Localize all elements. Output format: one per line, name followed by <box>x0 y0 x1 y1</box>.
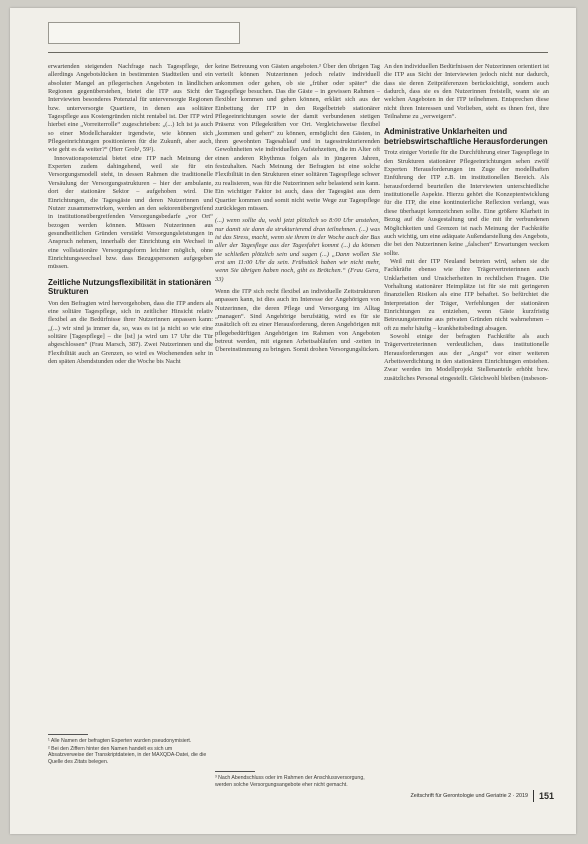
paragraph: erwartenden steigenden Nachfrage nach Tagespflege, der allerdings Angebotslücken in bestimmten Stadtteilen und ein absoluter Mangel an pflegerischen Angeboten in ländlichen Regionen gegenüberstehen, bietet die ITP aus Sicht der Interviewten besonderes Potenzial für unterversorgte Regionen bzw. unterversorgte Quartiere, in denen aus solitärer Tagespflege aus Kostengründen nicht rentabel ist. Der ITP wird hierbei eine „Vorreiterrolle“ zugeschrieben: „(...) Ich ist ja auch so einer Modellcharakter irgendwie, wie können sich Pflegeeinrichtungen positionieren für die Zukunft, aber auch, wie geht es da weiter?“ (Herr Groh¹, 59²). <box>48 63 213 154</box>
section-heading: Administrative Unklarheiten und betriebswirtschaftliche Herausforderungen <box>384 127 548 146</box>
header-rule <box>48 52 548 53</box>
footnotes-column-1 <box>48 734 208 766</box>
paragraph: Trotz einiger Vorteile für die Durchführung einer Tagespflege in den Strukturen stationärer Pflegeeinrichtungen sehen zwölf Experten Herausforderungen im Zuge der modellhaften Einführung der ITP z.B. im institutionellen Bereich. Als herausfordernd beurteilen die Interviewten unterschiedliche institutionelle Aspekte. Hierzu gehört die Konzeptentwicklung für die ITP, die eine kontinuierliche Reflexion verlangt, was diese überhaupt kennzeichnen sollte. Eine größere Klarheit in Bezug auf die Ausgestaltung und die mit ihr verbundenen Möglichkeiten und Grenzen ist nach Meinung der Fachkräfte auch wichtig, um eine adäquate Außendarstellung des Angebots, die bei den Nutzerinnen keine „falschen“ Erwartungen wecken sollte. <box>384 149 549 257</box>
paragraph: Wenn die ITP sich recht flexibel an individuelle Zeitstrukturen anpassen kann, ist dies auch im Interesse der Angehörigen von Nutzerinnen, die deren Pflege und Versorgung im Alltag „managen“. Sind Angehörige berufstätig, wird es für sie zusätzlich oft zu einer Herausforderung, deren Angehörigen mit pflegebedürftigen Angehörigen im Rahmen von Angeboten betreut werden, mit eigenen Arbeitsabläufen und -zeiten in Übereinstimmung zu bringen. Somit drohen Versorgungslücken. <box>215 287 380 354</box>
paragraph: An den individuellen Bedürfnissen der Nutzerinnen orientiert ist die ITP aus Sicht der Interviewten jedoch nicht nur dadurch, dass sie deren Zeitpräferenzen berücksichtigt, sondern auch dadurch, dass sie es den Nutzerinnen freistellt, wann sie an welchen Angeboten in der ITP teilnehmen. Entsprechen diese nicht ihren Interessen und Vorlieben, steht es ihnen frei, ihre Teilnahme zu „verweigern“. <box>384 63 549 121</box>
footnotes-column-2 <box>215 771 375 789</box>
paragraph: Weil mit der ITP Neuland betreten wird, sehen sie die Fachkräfte ebenso wie ihre Trägervertreterinnen auch Unklarheiten und Unsicherheiten in rechtlichen Fragen. Die Vorhaltung stationärer Heimplätze ist für sie mit geringeren finanziellen Risiken als eine ITP behaftet. So befürchtet die Interpretation der Träger, Verfehlungen der stationären Einrichtungen zu entziehen, wenn Gäste kurzfristig Betreuungstermine aus privaten Gründen nicht wahrnehmen – oft zu mehr häufig – krankheitsbedingt absagen. <box>384 257 549 332</box>
paragraph: Von den Befragten wird hervorgehoben, dass die ITP anders als eine solitäre Tagespflege, sich in zeitlicher Hinsicht relativ flexibel an die Bedürfnisse ihrer Nutzerinnen anpassen kann: „(...) wir sind ja immer da, so, was es ist ja nicht so wie eine solitäre [Tagespflege] – die [ist] ja wird um 17 Uhr die Tür abgeschlossen“ (Frau Marsch, 387). Zwei Nutzerinnen und die Flexibilität auch an Grenzen, so wird es Wochenenden sehr in den späten Abendstunden oder die Woche bis Nacht <box>48 299 213 365</box>
footnote-rule <box>215 771 255 772</box>
interview-quote: (...) wenn sollte du, wohl jetzt plötzlich so 8:00 Uhr anstehen, nur damit sie dann da strukturierend dran teilnehmen. (...) was ist das Stress, macht, wenn sie ihrem in der Woche auch der Bus aller der Tagesflege aus der Tagesfahrt kommt (...) da können sie schließen plötzlich sein und sagen (...) „Dann wollen Sie erst um 11:00 Uhr da sein. Frühstück haben wir nicht mehr, wenn Sie übrigen haben noch, gibt es Brötchen.“ (Frau Gera, 33) <box>215 217 380 283</box>
paragraph: keine Betreuung von Gästen angeboten.³ Über den übrigen Tag verteilt können Nutzerinnen jedoch relativ individuell ankommen oder gehen, ob sie „früher oder später“ die Tagespflege besuchen. Das die Gäste – in gewissen Rahmen – flexibler kommen und gehen können, erklärt sich aus der Einbettung der ITP in den Regelbetrieb stationärer Pflegeeinrichtungen sowie der damit verbundenen stetigen Präsenz von Pflegekräften vor Ort. Vergleichsweise flexibel „kommen und gehen“ zu können, ermöglicht den Gästen, in ihren gewohnten Tagesablauf und in tagesstrukturierenden Gewohnheiten wie individuellen Aufstehzeiten, die im Alter oft einen anderen Rhythmus folgen als in jüngeren Jahren, festzuhalten. Nach Meinung der Befragten ist eine solche Flexibilität in den Strukturen einer solitären Tagespflege schwer zu realisieren, was für die Nutzerinnen sehr belastend sein kann. Ein wichtiger Faktor ist auch, dass der Tagesgäst aus dem Quartier kommen und somit nicht weite Wege zur Tagespflege zurücklegen müssen. <box>215 63 380 212</box>
header-box <box>48 22 240 44</box>
footnote: ² Bei den Ziffern hinter den Namen handelt es sich um Absatzverweise der Transkriptdateien, in der MAXQDA-Datei, die die Quelle des Zitats belegen. <box>48 745 207 765</box>
journal-name: Zeitschrift für Gerontologie und Geriatrie 2 · 2019 <box>410 793 528 799</box>
paragraph: Innovationspotenzial bietet eine ITP nach Meinung der Experten zudem dahingehend, weil sie für ein Versorgungsmodell steht, in dessen Rahmen die traditionelle Versäulung der Versorgungsstrukturen – hier der ambulante, dort der stationäre Sektor – aufgehoben wird. Die Einrichtungen, die Tagesgäste und deren Nutzerinnen und Nutzer zusammenwirken, werden an den sektorenübergreifend in institutionsübergreifenden Versorgungsbedarfe „vor Ort“ bezogen werden können. Müssen Nutzerinnen aus gesundheitlichen Gründen verstärkt Versorgungsleistungen in Anspruch nehmen, innerhalb der Einrichtung ein Wechsel in eine vollstationäre Versorgungsform leichter möglich, ohne Einrichtungswechsel bzw. dass Bezugspersonen aufgegeben müssen. <box>48 154 213 271</box>
paragraph: Sowohl einige der befragten Fachkräfte als auch Trägervertreterinnen verdeutlichen, dass institutionelle Herausforderungen aus der „Angst“ vor einer weiteren Arbeitsverdichtung in den stationären Einrichtungen entstehen. Zwar werden im Modellprojekt Stellenanteile erhöht bzw. zusätzliches Personal eingestellt. Gleichwohl bleiben (insbeson- <box>384 332 549 382</box>
footnote: ³ Nach Abendschluss oder im Rahmen der Anschlussversorgung, werden solche Versorgungsangebote eher nicht gemacht. <box>215 775 365 788</box>
text-column-1 <box>48 63 213 366</box>
footer-divider <box>533 790 534 802</box>
page-number: 151 <box>538 791 554 801</box>
text-column-3 <box>384 63 549 383</box>
section-heading: Zeitliche Nutzungsflexibilität in stationären Strukturen <box>48 277 212 297</box>
page-footer <box>384 790 554 802</box>
journal-page <box>10 8 576 834</box>
footnote: ¹ Alle Namen der befragten Experten wurden pseudonymisiert. <box>48 738 192 744</box>
text-column-2 <box>215 63 380 355</box>
footnote-rule <box>48 734 88 735</box>
